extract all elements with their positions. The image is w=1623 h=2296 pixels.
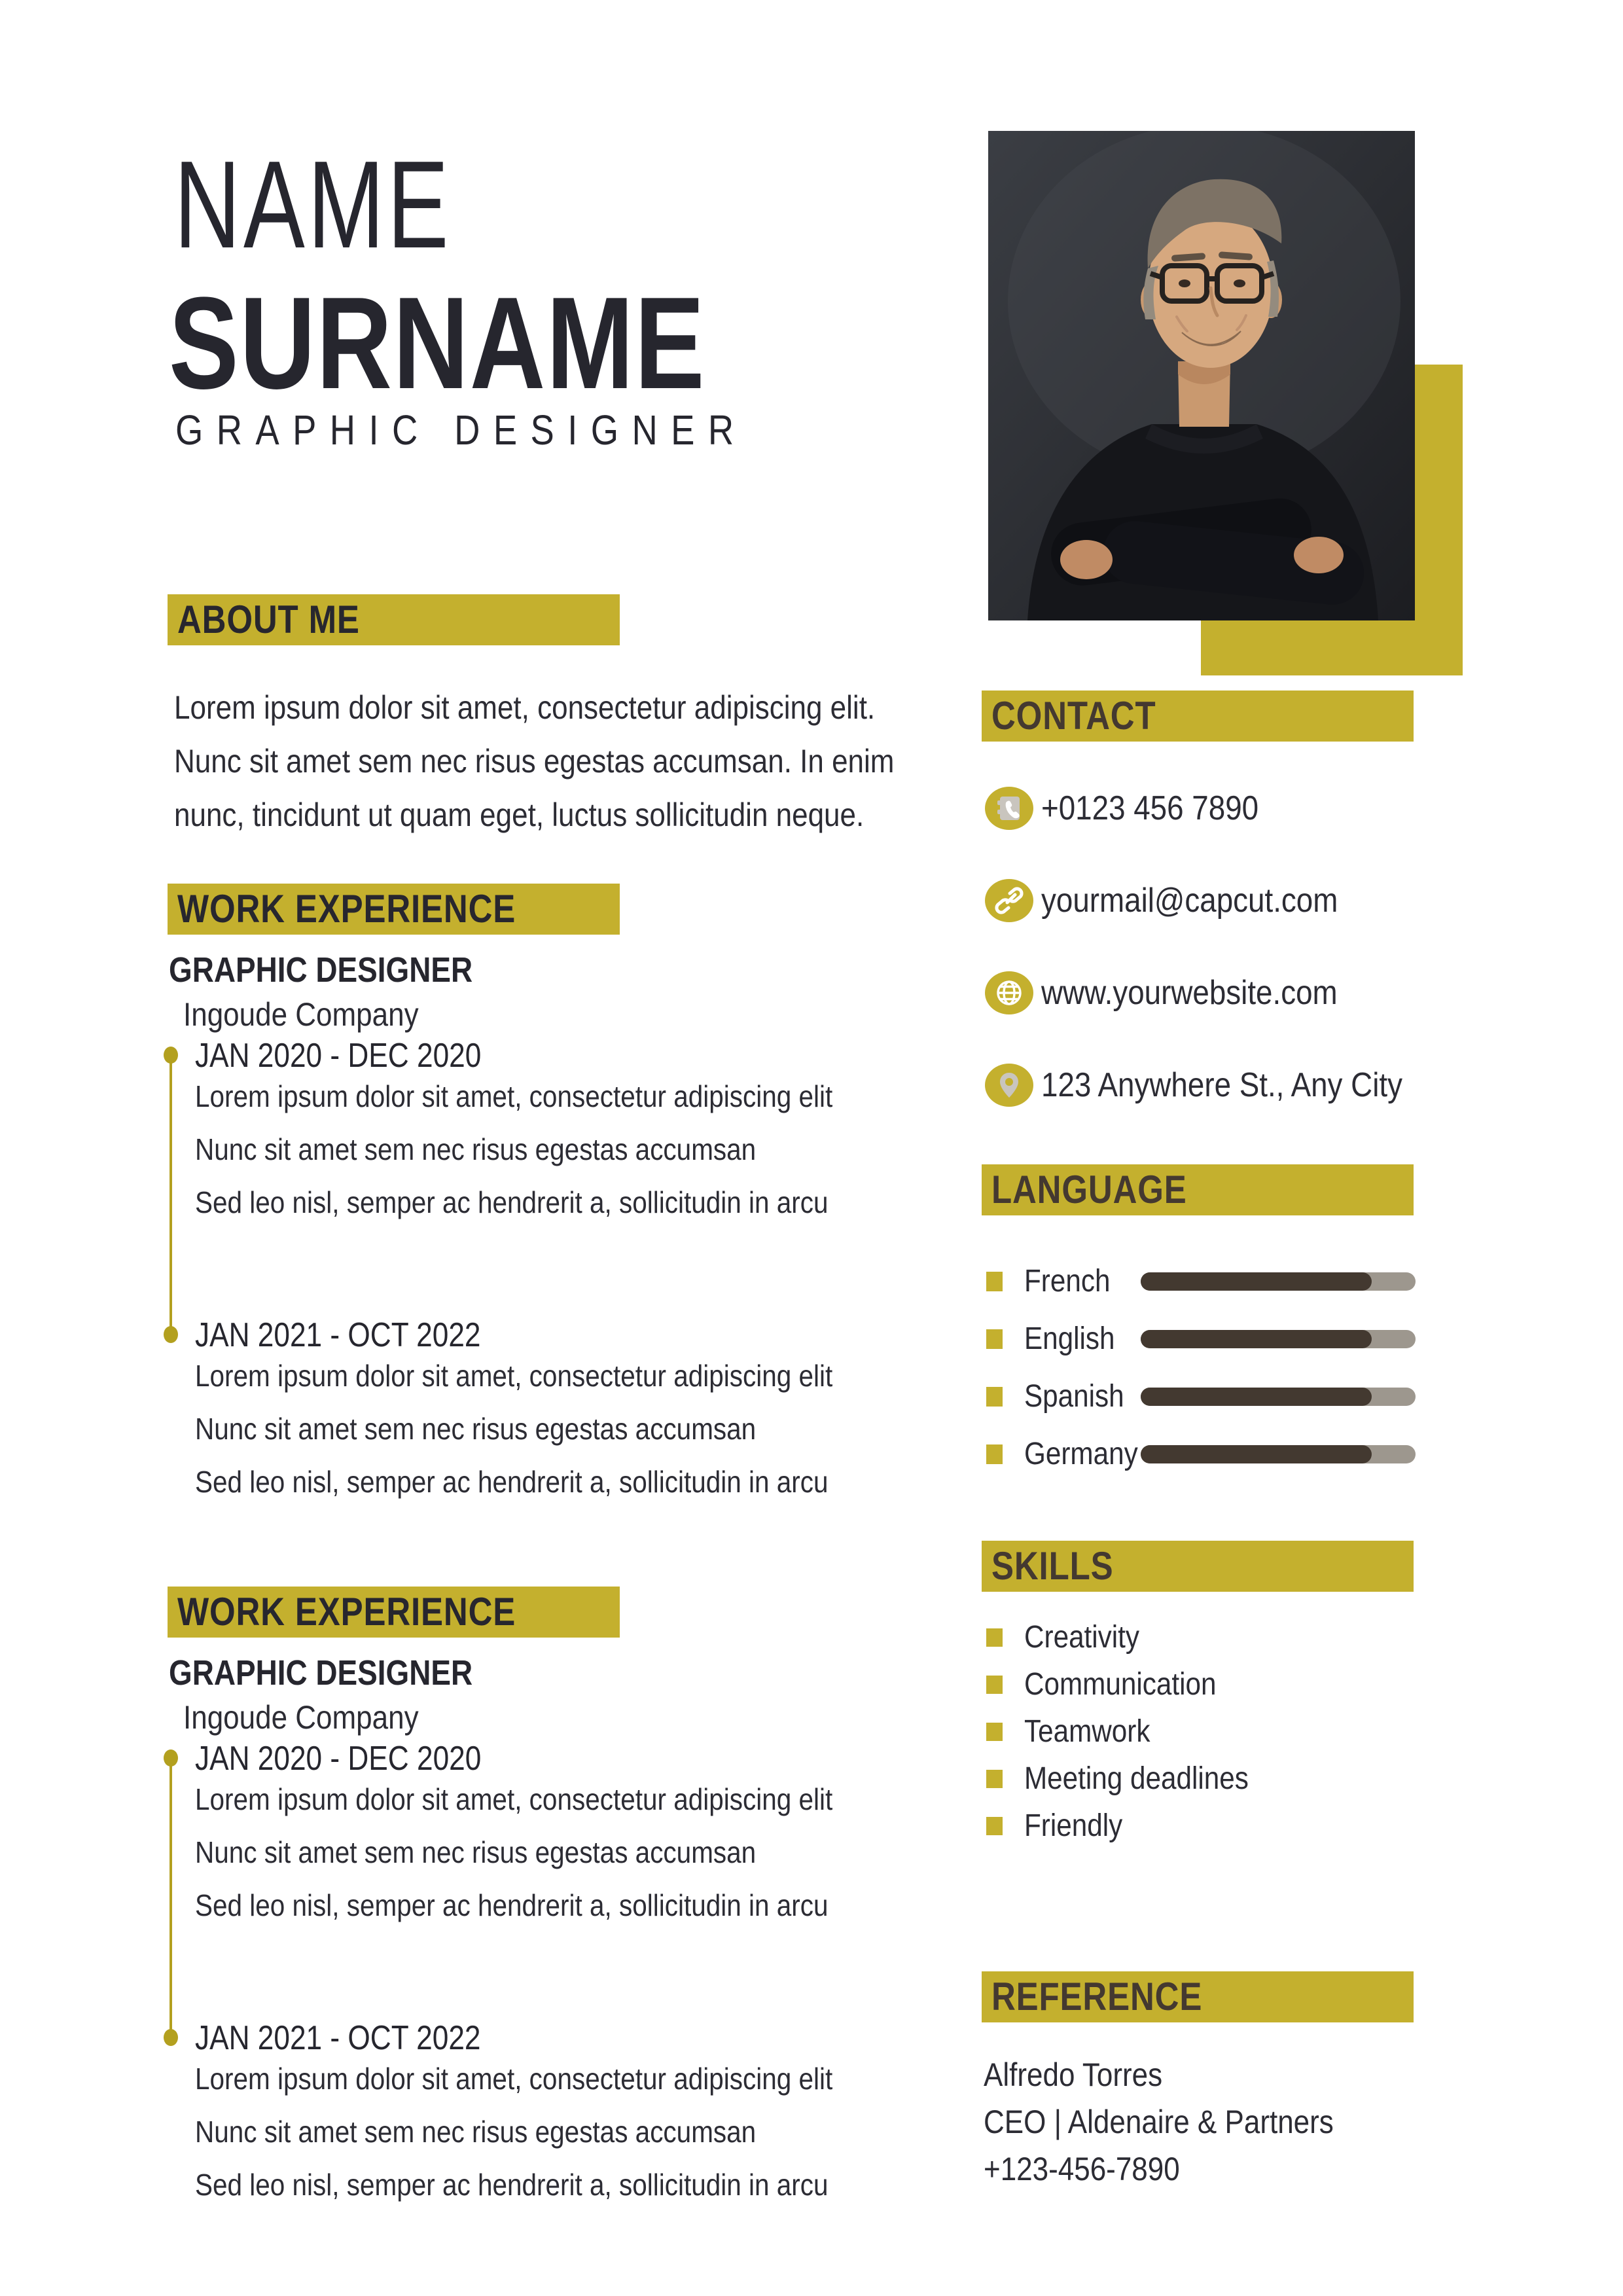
work-job-title: GRAPHIC DESIGNER [169,950,473,990]
contact-website-text: www.yourwebsite.com [1041,974,1338,1012]
bullet-square-icon [986,1329,1003,1349]
skill-name: Teamwork [1024,1714,1150,1749]
bullet-square-icon [986,1676,1003,1694]
section-bar-contact [982,691,1414,742]
contact-phone-text: +0123 456 7890 [1041,789,1259,827]
work-entry-line: Nunc sit amet sem nec risus egestas accumsan [195,1132,757,1166]
skill-name: Meeting deadlines [1024,1761,1249,1796]
work-experience-block-1 [168,884,927,1538]
work-experience-heading: WORK EXPERIENCE [177,887,516,931]
work-company: Ingoude Company [183,996,419,1033]
skill-row [984,1761,1422,1797]
reference-title: CEO | Aldenaire & Partners [984,2104,1334,2140]
link-icon [985,879,1033,922]
timeline-dot [164,1047,178,1064]
work-entry-line: Nunc sit amet sem nec risus egestas accumsan [195,1412,757,1446]
work-entry-date: JAN 2020 - DEC 2020 [195,1740,482,1778]
language-row-french [984,1262,1422,1301]
work-entry-line: Sed leo nisl, semper ac hendrerit a, sollicitudin in arcu [195,1888,829,1922]
language-row-spanish [984,1377,1422,1416]
contact-item-email [985,877,1613,924]
work-experience-block-2 [168,1587,927,2241]
profile-photo [988,131,1415,620]
section-bar-about [168,594,620,645]
work-entry-date: JAN 2021 - OCT 2022 [195,1316,481,1354]
bullet-square-icon [986,1628,1003,1647]
skills-heading: SKILLS [991,1544,1114,1588]
language-name: Spanish [1024,1379,1124,1414]
about-text-line: Lorem ipsum dolor sit amet, consectetur adipiscing elit. [174,689,876,726]
language-name: English [1024,1321,1115,1356]
about-text-line: Nunc sit amet sem nec risus egestas accumsan. In enim [174,743,895,780]
language-level-bar [1141,1388,1416,1406]
phone-icon [985,787,1033,830]
skill-row [984,1713,1422,1750]
work-entry-line: Sed leo nisl, semper ac hendrerit a, sollicitudin in arcu [195,2168,829,2202]
contact-item-phone [985,785,1613,832]
language-row-germany [984,1435,1422,1474]
contact-address-text: 123 Anywhere St., Any City [1041,1066,1402,1104]
work-entry-line: Sed leo nisl, semper ac hendrerit a, sollicitudin in arcu [195,1185,829,1219]
language-level-bar [1141,1272,1416,1291]
first-name-heading: NAME [174,135,452,274]
work-entry-line: Nunc sit amet sem nec risus egestas accumsan [195,2115,757,2149]
skill-name: Communication [1024,1667,1217,1702]
section-bar-skills [982,1541,1414,1592]
bullet-square-icon [986,1444,1003,1464]
work-company: Ingoude Company [183,1699,419,1736]
reference-heading: REFERENCE [991,1975,1203,2018]
language-row-english [984,1319,1422,1359]
work-entry-line: Lorem ipsum dolor sit amet, consectetur adipiscing elit [195,1359,833,1393]
bullet-square-icon [986,1770,1003,1788]
skill-row [984,1666,1422,1703]
timeline-dot [164,1749,178,1767]
reference-name: Alfredo Torres [984,2056,1163,2093]
timeline-line [169,1055,172,1335]
timeline-dot [164,2029,178,2046]
language-name: Germany [1024,1437,1138,1471]
contact-email-text: yourmail@capcut.com [1041,882,1338,920]
work-experience-heading: WORK EXPERIENCE [177,1590,516,1634]
timeline-line [169,1758,172,2037]
work-entry-line: Nunc sit amet sem nec risus egestas accumsan [195,1835,757,1869]
contact-heading: CONTACT [991,694,1156,738]
surname-heading: SURNAME [169,270,706,416]
globe-icon [985,971,1033,1014]
about-text-line: nunc, tincidunt ut quam eget, luctus sollicitudin neque. [174,797,865,833]
about-heading: ABOUT ME [177,598,360,641]
work-entry-date: JAN 2020 - DEC 2020 [195,1037,482,1075]
language-heading: LANGUAGE [991,1168,1187,1211]
work-entry-line: Lorem ipsum dolor sit amet, consectetur adipiscing elit [195,2062,833,2096]
skill-name: Creativity [1024,1620,1140,1655]
work-entry-line: Lorem ipsum dolor sit amet, consectetur adipiscing elit [195,1782,833,1816]
skill-name: Friendly [1024,1808,1123,1843]
bullet-square-icon [986,1387,1003,1407]
bullet-square-icon [986,1723,1003,1741]
section-bar-reference [982,1971,1414,2022]
contact-item-address [985,1062,1613,1109]
language-name: French [1024,1264,1111,1299]
work-entry-line: Lorem ipsum dolor sit amet, consectetur adipiscing elit [195,1079,833,1113]
language-level-bar [1141,1330,1416,1348]
work-job-title: GRAPHIC DESIGNER [169,1653,473,1693]
bullet-square-icon [986,1817,1003,1835]
contact-item-website [985,969,1613,1016]
job-title-heading: GRAPHIC DESIGNER [175,406,747,454]
location-icon [985,1064,1033,1107]
work-entry-date: JAN 2021 - OCT 2022 [195,2019,481,2057]
language-level-bar [1141,1445,1416,1463]
section-bar-language [982,1164,1414,1215]
bullet-square-icon [986,1272,1003,1291]
timeline-dot [164,1326,178,1343]
skill-row [984,1619,1422,1656]
work-entry-line: Sed leo nisl, semper ac hendrerit a, sollicitudin in arcu [195,1465,829,1499]
reference-phone: +123-456-7890 [984,2151,1180,2187]
skill-row [984,1808,1422,1844]
